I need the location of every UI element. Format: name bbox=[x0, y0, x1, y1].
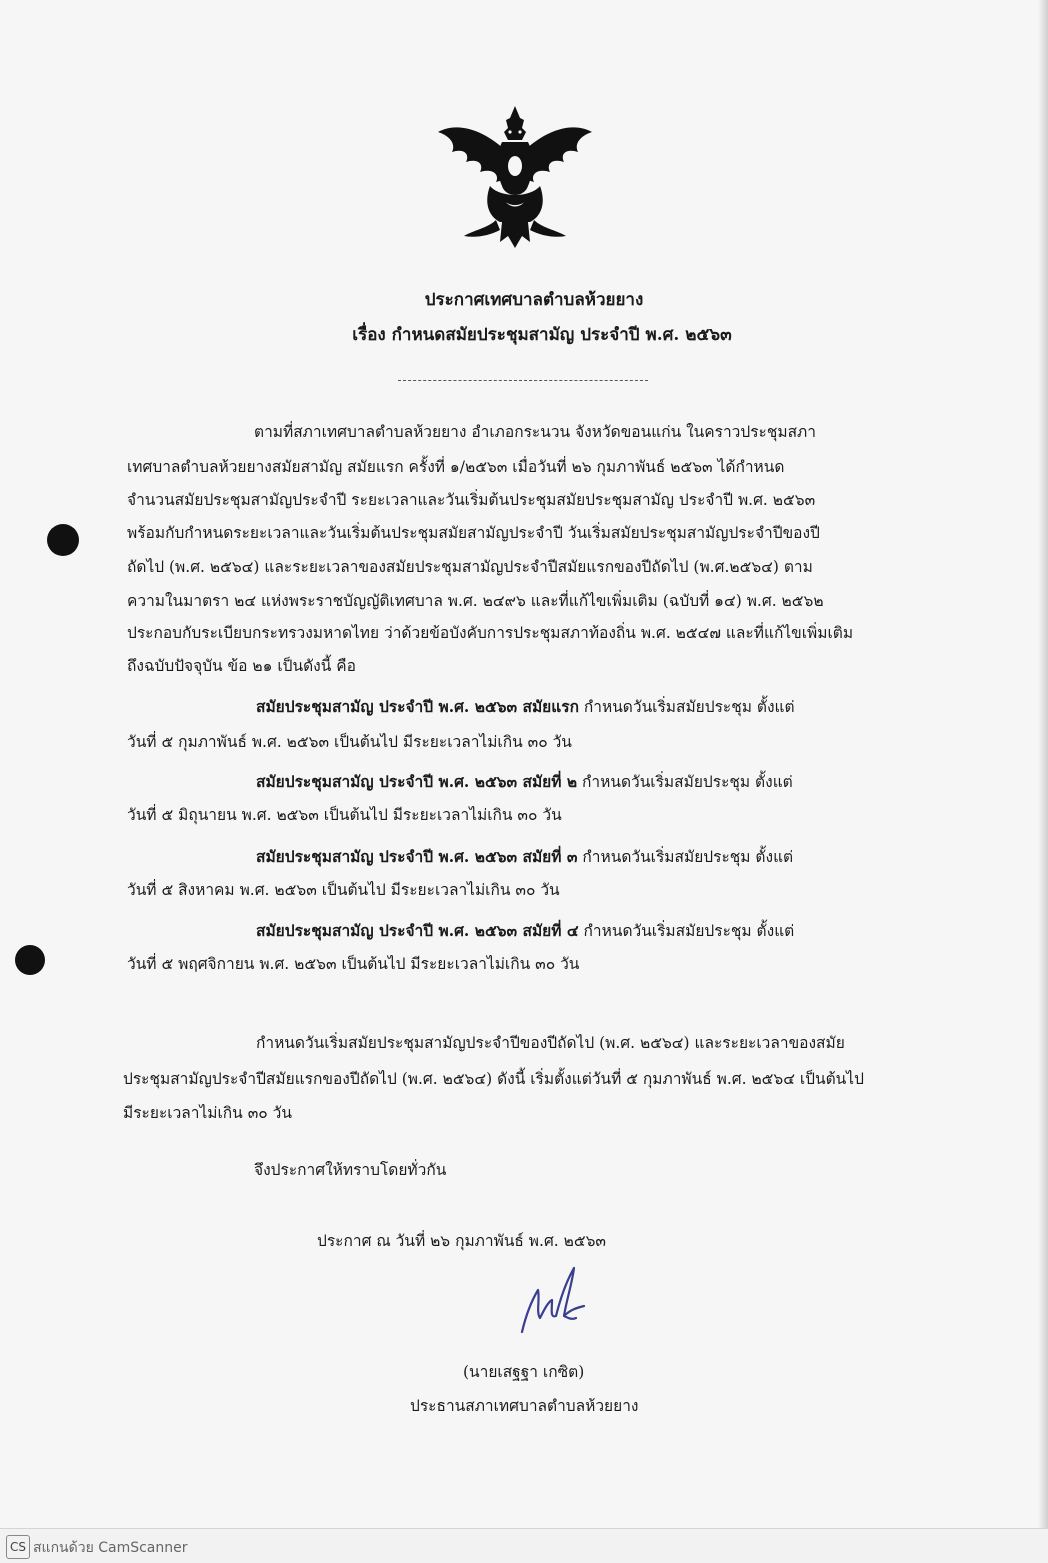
session-heading: สมัยประชุมสามัญ ประจำปี พ.ศ. ๒๕๖๓ สมัยที่ ๒ bbox=[256, 772, 578, 791]
punch-hole-top bbox=[47, 524, 79, 556]
session-heading: สมัยประชุมสามัญ ประจำปี พ.ศ. ๒๕๖๓ สมัยที่ ๔ bbox=[256, 921, 579, 940]
session-heading: สมัยประชุมสามัญ ประจำปี พ.ศ. ๒๕๖๓ สมัยแรก bbox=[256, 697, 579, 716]
intro-line: เทศบาลตำบลห้วยยางสมัยสามัญ สมัยแรก ครั้งที่ ๑/๒๕๖๓ เมื่อวันที่ ๒๖ กุมภาพันธ์ ๒๕๖๓ ได้กำหนด bbox=[127, 458, 785, 476]
session-heading: สมัยประชุมสามัญ ประจำปี พ.ศ. ๒๕๖๓ สมัยที่ ๓ bbox=[256, 847, 578, 866]
title-divider bbox=[398, 380, 648, 381]
next-year-line: กำหนดวันเริ่มสมัยประชุมสามัญประจำปีของปีถัดไป (พ.ศ. ๒๕๖๔) และระยะเวลาของสมัย bbox=[256, 1034, 845, 1052]
session-date-line: วันที่ ๕ กุมภาพันธ์ พ.ศ. ๒๕๖๓ เป็นต้นไป มีระยะเวลาไม่เกิน ๓๐ วัน bbox=[127, 733, 572, 751]
announcement-date: ประกาศ ณ วันที่ ๒๖ กุมภาพันธ์ พ.ศ. ๒๕๖๓ bbox=[317, 1232, 607, 1250]
intro-line: ถึงฉบับปัจจุบัน ข้อ ๒๑ เป็นดังนี้ คือ bbox=[127, 657, 356, 675]
session-item bbox=[256, 920, 794, 942]
next-year-line: มีระยะเวลาไม่เกิน ๓๐ วัน bbox=[123, 1104, 292, 1122]
intro-line: ถัดไป (พ.ศ. ๒๕๖๔) และระยะเวลาของสมัยประชุมสามัญประจำปีสมัยแรกของปีถัดไป (พ.ศ.๒๕๖๔) ตาม bbox=[127, 558, 813, 576]
session-date-line: วันที่ ๕ มิถุนายน พ.ศ. ๒๕๖๓ เป็นต้นไป มีระยะเวลาไม่เกิน ๓๐ วัน bbox=[127, 806, 562, 824]
signer-name: (นายเสฐฐา เกซิต) bbox=[463, 1363, 585, 1381]
session-item bbox=[256, 771, 793, 793]
next-year-line: ประชุมสามัญประจำปีสมัยแรกของปีถัดไป (พ.ศ. ๒๕๖๔) ดังนี้ เริ่มตั้งแต่วันที่ ๕ กุมภาพันธ์ พ.ศ. ๒๕๖๔ เป็นต้นไป bbox=[123, 1070, 864, 1088]
intro-line: พร้อมกับกำหนดระยะเวลาและวันเริ่มต้นประชุมสมัยสามัญประจำปี วันเริ่มสมัยประชุมสามัญประจำปีของปี bbox=[127, 524, 820, 542]
document-subject: เรื่อง กำหนดสมัยประชุมสามัญ ประจำปี พ.ศ. ๒๕๖๓ bbox=[352, 325, 732, 345]
signer-position: ประธานสภาเทศบาลตำบลห้วยยาง bbox=[410, 1397, 639, 1415]
camscanner-logo-icon: CS bbox=[6, 1535, 30, 1559]
handwritten-signature-icon bbox=[514, 1260, 594, 1340]
punch-hole-bottom bbox=[15, 945, 45, 975]
closing-text: จึงประกาศให้ทราบโดยทั่วกัน bbox=[254, 1161, 447, 1179]
session-start-text: กำหนดวันเริ่มสมัยประชุม ตั้งแต่ bbox=[578, 698, 795, 716]
intro-line: จำนวนสมัยประชุมสามัญประจำปี ระยะเวลาและวันเริ่มต้นประชุมสมัยประชุมสามัญ ประจำปี พ.ศ. ๒๕๖๓ bbox=[127, 491, 816, 509]
session-item bbox=[256, 846, 793, 868]
session-start-text: กำหนดวันเริ่มสมัยประชุม ตั้งแต่ bbox=[577, 848, 794, 866]
session-item bbox=[256, 696, 795, 718]
session-date-line: วันที่ ๕ พฤศจิกายน พ.ศ. ๒๕๖๓ เป็นต้นไป มีระยะเวลาไม่เกิน ๓๐ วัน bbox=[127, 955, 580, 973]
document-title: ประกาศเทศบาลตำบลห้วยยาง bbox=[424, 290, 644, 310]
scanner-footer bbox=[0, 1528, 1048, 1563]
intro-line: ประกอบกับระเบียบกระทรวงมหาดไทย ว่าด้วยข้อบังคับการประชุมสภาท้องถิ่น พ.ศ. ๒๕๔๗ และที่แก้ไขเพิ่มเติม bbox=[127, 624, 854, 642]
camscanner-watermark-text: สแกนด้วย CamScanner bbox=[33, 1540, 188, 1556]
intro-line: ความในมาตรา ๒๔ แห่งพระราชบัญญัติเทศบาล พ.ศ. ๒๔๙๖ และที่แก้ไขเพิ่มเติม (ฉบับที่ ๑๔) พ.ศ. ๒๕๖๒ bbox=[127, 592, 824, 610]
intro-line: ตามที่สภาเทศบาลตำบลห้วยยาง อำเภอกระนวน จังหวัดขอนแก่น ในคราวประชุมสภา bbox=[254, 423, 816, 441]
session-date-line: วันที่ ๕ สิงหาคม พ.ศ. ๒๕๖๓ เป็นต้นไป มีระยะเวลาไม่เกิน ๓๐ วัน bbox=[127, 881, 560, 899]
garuda-emblem-icon bbox=[430, 102, 600, 252]
page-edge-shadow bbox=[1038, 0, 1048, 1528]
session-start-text: กำหนดวันเริ่มสมัยประชุม ตั้งแต่ bbox=[578, 922, 795, 940]
session-start-text: กำหนดวันเริ่มสมัยประชุม ตั้งแต่ bbox=[577, 773, 793, 791]
